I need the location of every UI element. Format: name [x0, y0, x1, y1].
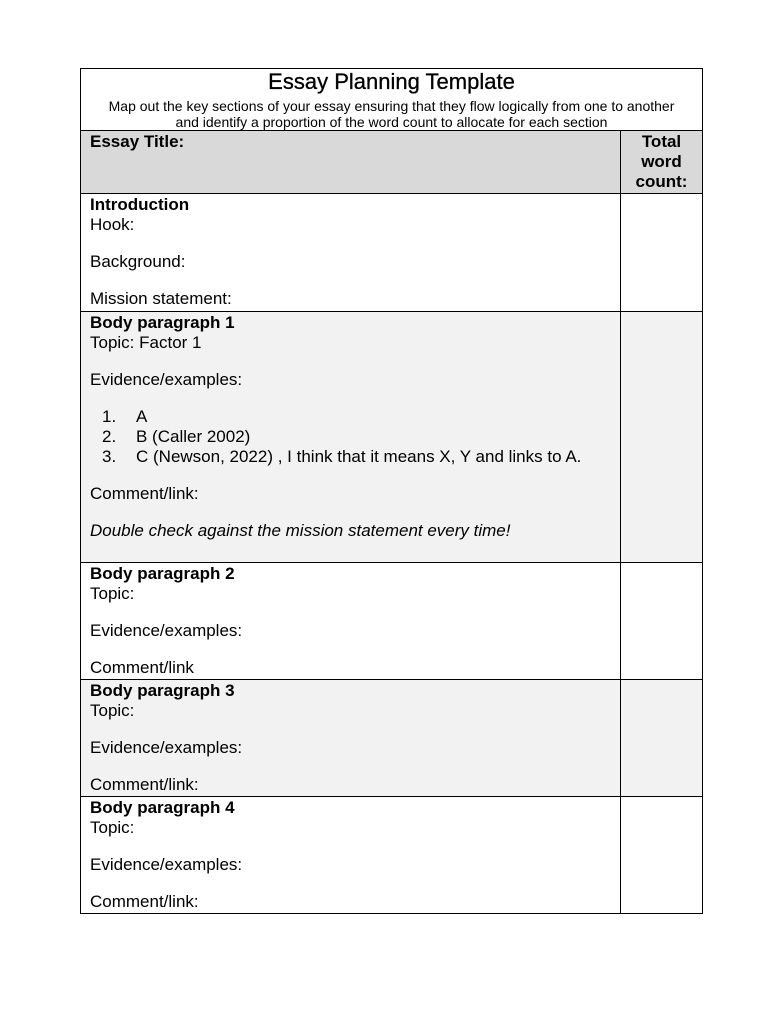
body-1-evidence-label: Evidence/examples:	[90, 370, 243, 389]
body-1-comment-label: Comment/link:	[90, 484, 199, 503]
body-paragraph-4-heading: Body paragraph 4	[90, 798, 235, 817]
introduction-cell[interactable]	[81, 194, 621, 311]
list-item: 1. A	[102, 407, 148, 426]
essay-title-label[interactable]: Essay Title:	[81, 131, 621, 193]
mission-statement-label: Mission statement:	[90, 289, 232, 308]
list-item: 3. C (Newson, 2022) , I think that it means X, Y and links to A.	[102, 447, 582, 466]
introduction-row	[81, 194, 702, 312]
body-2-word-count-cell[interactable]	[621, 563, 702, 679]
introduction-heading: Introduction	[90, 195, 190, 214]
introduction-word-count-cell[interactable]	[621, 194, 702, 311]
template-instructions: Map out the key sections of your essay ensuring that they flow logically from one to another and identify a proportion of the word count to allocate for each section	[108, 98, 675, 130]
body-paragraph-3-heading: Body paragraph 3	[90, 681, 235, 700]
essay-planning-table	[80, 68, 703, 914]
body-paragraph-4-cell[interactable]	[81, 797, 621, 913]
background-label: Background:	[90, 252, 186, 271]
word-count-header-text: Total word count:	[635, 132, 688, 191]
body-1-word-count-cell[interactable]	[621, 312, 702, 562]
page-title: Essay Planning Template	[268, 69, 515, 94]
body-paragraph-4-row	[81, 797, 702, 913]
template-header	[81, 69, 702, 131]
body-paragraph-1-row	[81, 312, 702, 563]
mission-reminder-note: Double check against the mission statement every time!	[90, 521, 511, 540]
word-count-header	[621, 131, 702, 193]
body-4-word-count-cell[interactable]	[621, 797, 702, 913]
body-paragraph-2-cell[interactable]	[81, 563, 621, 679]
body-3-comment-label: Comment/link:	[90, 775, 199, 794]
body-paragraph-3-cell[interactable]	[81, 680, 621, 796]
body-paragraph-1-heading: Body paragraph 1	[90, 313, 235, 332]
evidence-list	[90, 407, 620, 467]
hook-label: Hook:	[90, 215, 135, 234]
body-2-topic-label: Topic:	[90, 584, 135, 603]
body-1-topic-label: Topic: Factor 1	[90, 333, 202, 352]
body-paragraph-1-cell[interactable]	[81, 312, 621, 562]
body-2-comment-label: Comment/link	[90, 658, 194, 677]
list-item: 2. B (Caller 2002)	[102, 427, 251, 446]
body-4-comment-label: Comment/link:	[90, 892, 199, 911]
body-4-topic-label: Topic:	[90, 818, 135, 837]
body-4-evidence-label: Evidence/examples:	[90, 855, 243, 874]
body-2-evidence-label: Evidence/examples:	[90, 621, 243, 640]
body-3-word-count-cell[interactable]	[621, 680, 702, 796]
body-paragraph-2-heading: Body paragraph 2	[90, 564, 235, 583]
body-3-topic-label: Topic:	[90, 701, 135, 720]
essay-title-row	[81, 131, 702, 194]
body-paragraph-3-row	[81, 680, 702, 797]
body-paragraph-2-row	[81, 563, 702, 680]
body-3-evidence-label: Evidence/examples:	[90, 738, 243, 757]
